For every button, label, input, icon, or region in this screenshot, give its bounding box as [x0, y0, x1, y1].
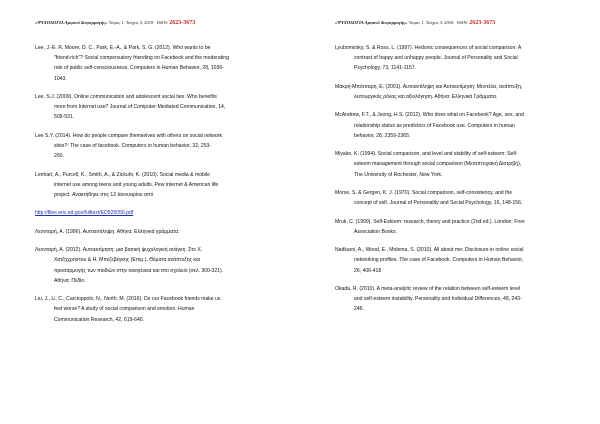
journal-title: «ΨΥΧΟΛΟΓΙΑ Αμφανό &εφαρμογής»: [35, 20, 108, 25]
issn-number: 2623-3673: [169, 20, 196, 26]
reference-entry: [35, 131, 286, 162]
reference-first-line: Μακρή-Μπότσαρη, Ε. (2001). Αυτοαντίληψη και Αυτοεκτίμηση: Μοντέλα, ανάπτυξη,: [335, 83, 523, 90]
reference-continuation: internet use among teens and young adults. Pew internet & American life: [54, 181, 219, 188]
reference-first-line: Mruk, C. (1999). Self-Esteem: research, theory and practice (2nd ed.). London: Free: [335, 218, 525, 225]
reference-first-line: Lee, S.J. (2009). Online communication and adolescent social ties: Who benefits: [35, 94, 217, 100]
reference-entry: [335, 217, 574, 237]
reference-first-line: Miyake, K. (1994). Social comparison, and level and stability of self-esteem: Self-: [335, 151, 518, 158]
reference-entry: [35, 294, 286, 325]
reference-continuation: concept of self. Journal of Personality and Social Psychology, 16, 148-156.: [354, 200, 523, 207]
reference-entry: [335, 110, 574, 141]
reference-continuation: Communication Research, 42, 619-640.: [54, 316, 145, 323]
reference-entry: [35, 92, 286, 123]
reference-continuation: project. Ανακτήθηκε στις 12 Ιανουαρίου από: [54, 192, 154, 198]
volume-info: Τόμος 1, Τεύχος 3, 2018: [108, 20, 154, 25]
reference-continuation: Χατζηχρήστου & Η. Μπεζεβέγκης (Επιμ.), Θέματα ανάπτυξης και: [54, 257, 200, 264]
reference-continuation: 509-531.: [54, 114, 75, 121]
reference-continuation: Psychology, 73, 1141-1157.: [354, 65, 417, 72]
issn-label: ISSN:: [456, 20, 469, 25]
volume-info: Τόμος 1, Τεύχος 3, 2018: [408, 20, 454, 25]
reference-continuation: relationship status as predictors of Facebook use. Computers in human: [354, 122, 515, 129]
reference-continuation: more from Internet use? Journal of Computer-Mediated Communication, 14,: [54, 104, 226, 111]
reference-continuation: "friend-rich"? Social compensatory friending on Facebook and the moderating: [54, 55, 229, 62]
reference-continuation: behavior, 28, 2359-2365.: [354, 132, 411, 139]
reference-entry: [35, 245, 286, 286]
reference-entry: [35, 208, 286, 218]
reference-list-left: [35, 43, 286, 333]
reference-continuation: λειτουργικός ρόλος και αξιολόγηση. Αθήνα: Ελληνικά Γράμματα.: [354, 94, 498, 100]
reference-link[interactable]: http://files.eric.ed.gov/fulltext/ED525056.pdf: [35, 210, 134, 217]
reference-entry: [35, 43, 286, 84]
reference-continuation: esteem management through social comparison (Μεταπτυχιακή Διατριβή),: [354, 161, 522, 168]
reference-continuation: networking profiles. The case of Facebook. Computers in Human Behavior,: [354, 257, 524, 264]
reference-entry: [335, 149, 574, 180]
reference-continuation: role of public self-consciousness. Computers in Human Behavior, 28, 1036-: [54, 65, 224, 72]
reference-list-right: [335, 43, 574, 323]
reference-first-line: Morse, S. & Gergen, K. J. (1970). Social comparison, self-consistency, and the: [335, 189, 513, 196]
reference-continuation: The University of Rochester, New York.: [354, 171, 443, 178]
running-header-left: [35, 20, 195, 26]
reference-first-line: Λεονταρή, Α. (2012). Αυτοεκτίμηση: μια βασική ψυχολογική ανάγκη. Στο Χ.: [35, 247, 203, 254]
reference-entry: [335, 245, 574, 276]
reference-continuation: Αθήνα: Πεδίο.: [54, 277, 86, 284]
reference-entry: [335, 188, 574, 208]
reference-continuation: 1043.: [54, 75, 67, 82]
reference-continuation: sites?: The case of facebook. Computers in human behavior, 32, 253-: [54, 143, 212, 149]
reference-first-line: Lee S.Y. (2014). How do people compare themselves with others on social network: [35, 132, 223, 139]
journal-title: «ΨΥΧΟΛΟΓΙΑ Αμφανό &εφαρμογής»: [335, 20, 408, 25]
reference-continuation: 26, 406-418: [354, 267, 382, 274]
reference-continuation: 260.: [54, 153, 64, 160]
reference-continuation: Association Books.: [354, 228, 398, 235]
reference-first-line: Lenhart, A., Purcell, K., Smith, A., & Zickuhr, K. (2010). Social media & mobile: [35, 171, 210, 178]
right-page: [300, 0, 600, 424]
running-header-right: [335, 20, 495, 26]
reference-continuation: feel worse? A study of social comparison and emotion. Human: [54, 306, 195, 313]
reference-continuation: and self-esteem instability. Personality and Individual Differences, 48, 243-: [354, 296, 522, 303]
reference-first-line: Lee, J.-E. R. Moore, D. C., Park, E.-A., & Park, S. G. (2012). Who wants to be: [35, 45, 211, 51]
reference-first-line: McAndrew, F.T., & Jeong, H.S. (2012). Who does what on Facebook? Age, sex, and: [335, 112, 524, 119]
reference-first-line: Liu, J., Li, C., Carcioppolo, N., North, M. (2016). Do our Facebook friends make us: [35, 296, 221, 303]
reference-first-line: Λεονταρή, Α. (1996). Αυτοαντίληψη. Αθήνα: Ελληνικά γράμματα.: [35, 228, 180, 235]
reference-first-line: Nadkarni, A., Wood, E., Molema, S. (2010). All about me: Disclosure in online social: [335, 247, 524, 254]
reference-entry: [335, 82, 574, 102]
reference-entry: [35, 227, 286, 237]
reference-entry: [35, 170, 286, 201]
reference-first-line: Okada, R. (2010). A meta-analytic review of the relation between self-esteem level: [335, 285, 521, 292]
issn-number: 2623-3673: [469, 20, 496, 26]
reference-entry: [335, 43, 574, 74]
reference-continuation: contrast of happy and unhappy people. Journal of Personality and Social: [354, 55, 518, 62]
reference-first-line: Lyubomirsky, S. & Ross, L. (1997). Hedonic consequences of social comparison: A: [335, 45, 522, 51]
reference-entry: [335, 284, 574, 315]
reference-continuation: 246.: [354, 306, 364, 313]
issn-label: ISSN:: [156, 20, 169, 25]
reference-continuation: προσαρμογής των παιδιών στην οικογένεια και στο σχολείο (σελ. 300-321).: [54, 267, 224, 274]
